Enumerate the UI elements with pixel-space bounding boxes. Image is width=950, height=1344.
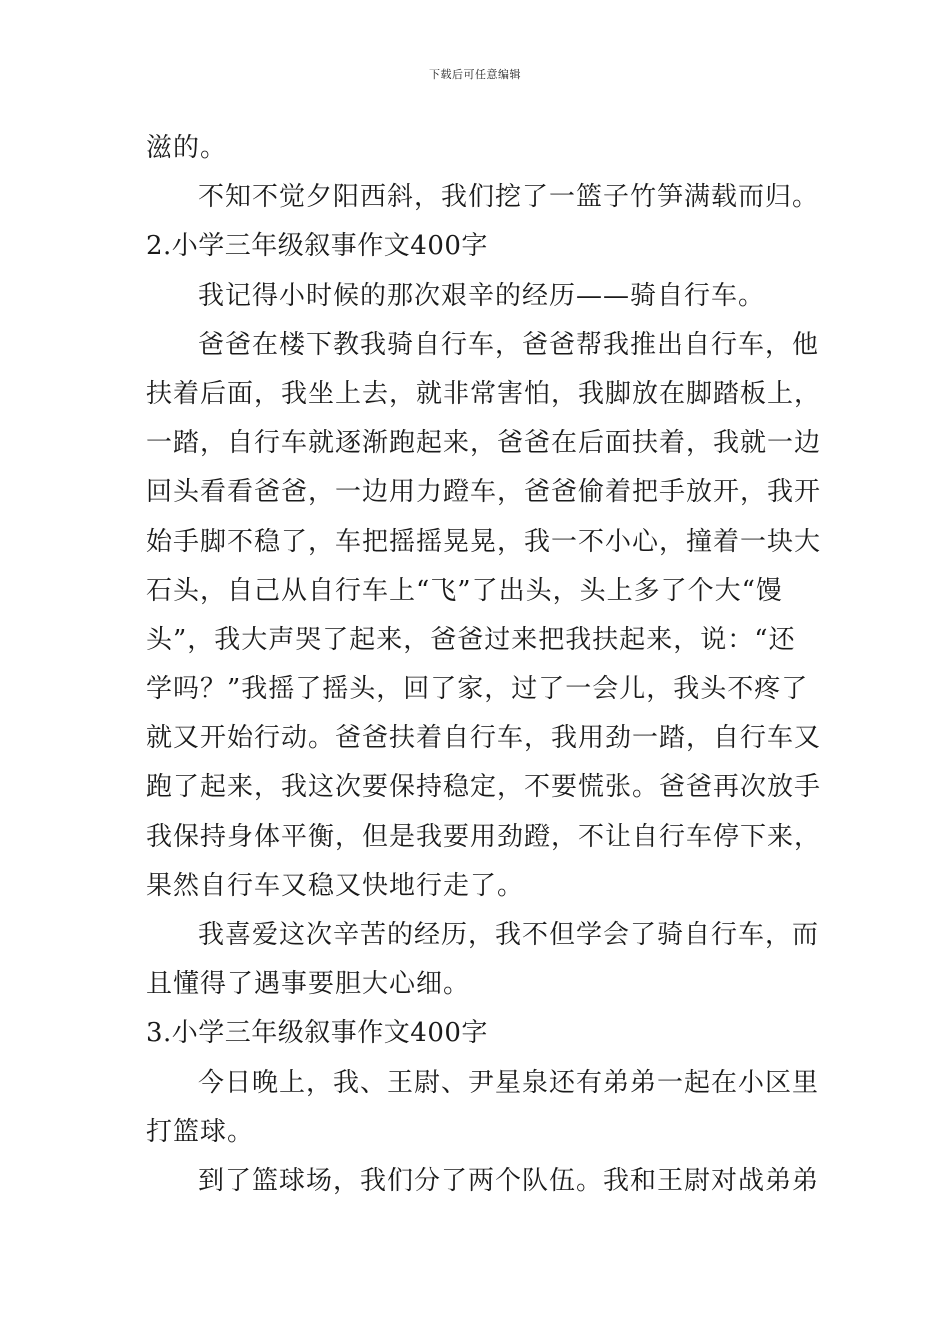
text-line: 回头看看爸爸，一边用力蹬车，爸爸偷着把手放开，我开 xyxy=(146,477,822,508)
section-heading: 3.小学三年级叙事作文400字 xyxy=(146,1018,488,1049)
text-line: 且懂得了遇事要胆大心细。 xyxy=(146,969,471,1000)
text-line: 我喜爱这次辛苦的经历，我不但学会了骑自行车，而 xyxy=(198,920,820,950)
text-line: 学吗？”我摇了摇头，回了家，过了一会儿，我头不疼了 xyxy=(146,674,809,705)
text-line: 石头，自己从自行车上“飞”了出头，头上多了个大“馒 xyxy=(146,575,783,606)
document-body xyxy=(146,124,822,1206)
text-line: 一踏，自行车就逐渐跑起来，爸爸在后面扶着，我就一边 xyxy=(146,428,822,459)
text-line: 爸爸在楼下教我骑自行车，爸爸帮我推出自行车，他 xyxy=(198,329,820,360)
text-line: 跑了起来，我这次要保持稳定，不要慌张。爸爸再次放手 xyxy=(146,772,822,803)
text-line: 扶着后面，我坐上去，就非常害怕，我脚放在脚踏板上， xyxy=(146,378,822,409)
text-line: 我保持身体平衡，但是我要用劲蹬，不让自行车停下来， xyxy=(146,821,822,852)
page-header: 下载后可任意编辑 xyxy=(429,68,521,81)
text-line: 果然自行车又稳又快地行走了。 xyxy=(146,870,525,901)
text-line: 到了篮球场，我们分了两个队伍。我和王尉对战弟弟 xyxy=(198,1165,820,1196)
text-line: 头”，我大声哭了起来，爸爸过来把我扶起来，说：“还 xyxy=(146,624,796,655)
text-line: 始手脚不稳了，车把摇摇晃晃，我一不小心，撞着一块大 xyxy=(146,526,822,557)
text-line: 就又开始行动。爸爸扶着自行车，我用劲一踏，自行车又 xyxy=(146,723,822,754)
section-heading: 2.小学三年级叙事作文400字 xyxy=(146,231,488,262)
text-line: 滋的。 xyxy=(146,133,228,163)
text-line: 今日晚上，我、王尉、尹星泉还有弟弟一起在小区里 xyxy=(198,1067,820,1098)
text-line: 打篮球。 xyxy=(146,1116,255,1147)
text-line: 我记得小时候的那次艰辛的经历——骑自行车。 xyxy=(198,280,766,311)
text-line: 不知不觉夕阳西斜，我们挖了一篮子竹笋满载而归。 xyxy=(198,182,820,213)
